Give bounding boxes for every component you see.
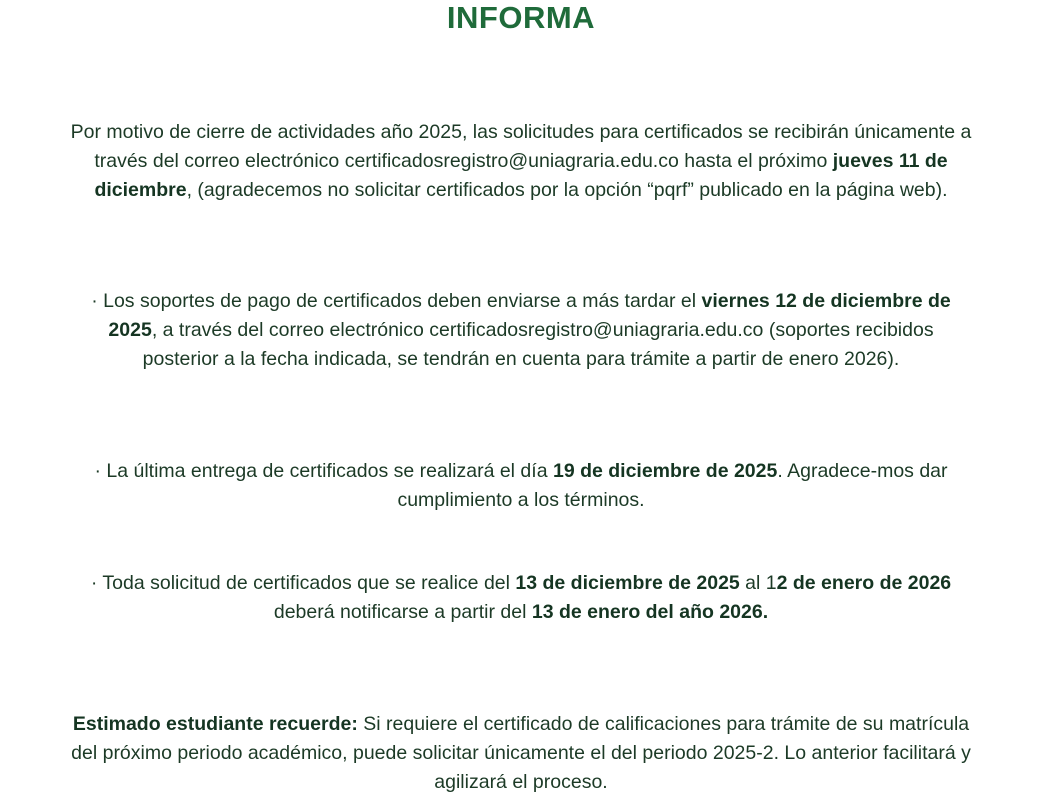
notice-paragraph-email-requests bbox=[70, 118, 972, 205]
notice-paragraph-holiday-requests bbox=[70, 569, 972, 627]
text-segment: deberá notificarse a partir del bbox=[273, 601, 532, 623]
text-segment: , (agradecemos no solicitar certificados por la opción “pqrf” publicado en la página web). bbox=[186, 179, 948, 201]
text-segment: , a través del correo electrónico certificadosregistro@uniagraria.edu.co (soportes recibidos posterior a la fecha indicada, se tendrán en cuenta para trámite a partir de enero 2026). bbox=[142, 319, 934, 370]
text-segment: . Agradece-mos dar cumplimiento a los términos. bbox=[397, 460, 948, 511]
text-segment: · Toda solicitud de certificados que se realice del bbox=[90, 572, 516, 594]
text-segment: Por motivo de cierre de actividades año 2025, las solicitudes para certificados se recibirán únicamente a través del correo electrónico certificadosregistro@uniagraria.edu.co hasta el próximo bbox=[70, 121, 972, 172]
notification-date-bold: 13 de enero del año 2026. bbox=[531, 601, 769, 623]
text-segment: al 1 bbox=[739, 572, 777, 594]
text-segment: · La última entrega de certificados se realizará el día bbox=[94, 460, 553, 482]
text-segment: Si requiere el certificado de calificaciones para trámite de su matrícula del próximo periodo académico, puede solicitar únicamente el del periodo 2025-2. Lo anterior facilitará y agilizará el proceso. bbox=[71, 713, 971, 793]
reminder-heading-bold: Estimado estudiante recuerde: bbox=[72, 713, 358, 735]
deadline-date-bold: viernes 12 de diciembre de 2025 bbox=[108, 290, 951, 341]
start-date-bold: 13 de diciembre de 2025 bbox=[515, 572, 740, 594]
end-date-bold: 2 de enero de 2026 bbox=[776, 572, 952, 594]
notice-paragraph-last-delivery bbox=[70, 457, 972, 515]
text-segment: · Los soportes de pago de certificados deben enviarse a más tardar el bbox=[91, 290, 702, 312]
delivery-date-bold: 19 de diciembre de 2025 bbox=[552, 460, 778, 482]
notice-paragraph-payment-support bbox=[70, 287, 972, 374]
page-title: INFORMA bbox=[446, 0, 596, 35]
deadline-date-bold: jueves 11 de diciembre bbox=[94, 150, 948, 201]
notice-paragraph-student-reminder bbox=[70, 710, 972, 797]
